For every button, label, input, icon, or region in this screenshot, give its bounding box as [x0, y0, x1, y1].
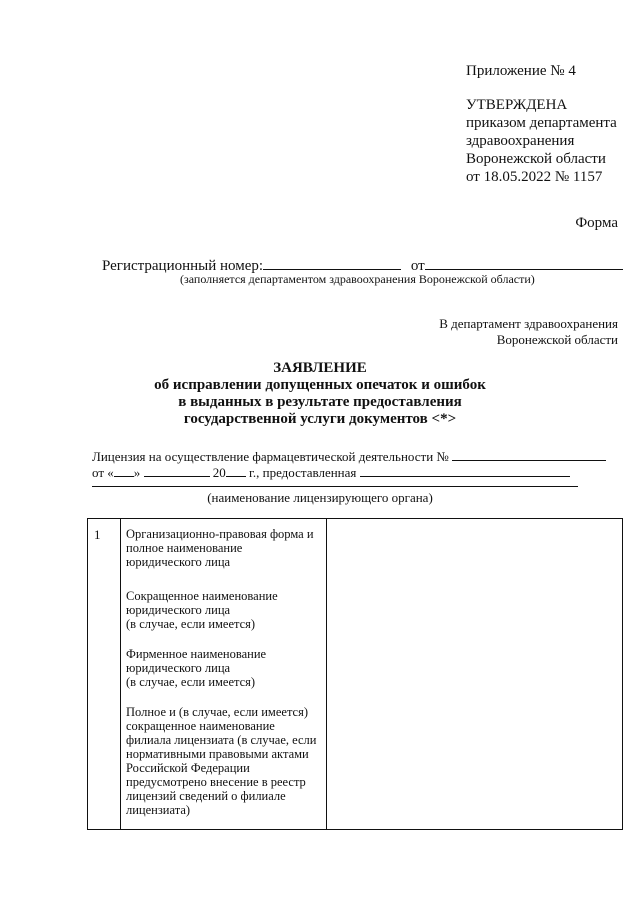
document-title	[0, 360, 640, 428]
field-legal-form-full-name	[126, 527, 325, 569]
license-authority-field[interactable]	[360, 462, 570, 477]
field-line: (в случае, если имеется)	[126, 617, 256, 631]
license-issued-label: г., предоставленная	[249, 465, 357, 480]
license-year-field[interactable]	[226, 462, 246, 477]
license-label: Лицензия на осуществление фармацевтической деятельности №	[92, 449, 449, 464]
field-line: (в случае, если имеется)	[126, 675, 256, 689]
field-line: Российской Федерации	[126, 761, 250, 775]
field-line: юридического лица	[126, 661, 231, 675]
field-line: юридического лица	[126, 603, 231, 617]
field-line: полное наименование	[126, 541, 243, 555]
license-authority-note: (наименование лицензирующего органа)	[207, 490, 433, 505]
field-short-name	[126, 589, 325, 631]
title-line-3: в выданных в результате предоставления	[178, 394, 462, 410]
field-line: нормативными правовыми актами	[126, 747, 309, 761]
registration-label: Регистрационный номер:	[102, 258, 264, 274]
registration-from-label: от	[410, 258, 425, 274]
approval-block	[466, 62, 617, 186]
field-line: филиала лицензиата (в случае, если	[126, 733, 317, 747]
field-line: Организационно-правовая форма и	[126, 527, 314, 541]
license-month-field[interactable]	[144, 462, 210, 477]
field-line: Фирменное наименование	[126, 647, 267, 661]
field-brand-name	[126, 647, 325, 689]
field-line: Сокращенное наименование	[126, 589, 278, 603]
field-line: Полное и (в случае, если имеется)	[126, 705, 309, 719]
field-branch-name	[126, 705, 325, 817]
recipient-line-2: Воронежской области	[496, 332, 618, 347]
registration-date-field[interactable]	[425, 255, 623, 270]
license-line-2	[92, 462, 570, 481]
table-row-number: 1	[94, 527, 101, 542]
license-authority-line[interactable]	[92, 486, 578, 487]
recipient-line-1: В департамент здравоохранения	[439, 316, 618, 331]
field-line: лицензиата)	[126, 803, 191, 817]
registration-number-field[interactable]	[263, 255, 401, 270]
title-line-1: ЗАЯВЛЕНИЕ	[273, 360, 367, 376]
license-year-prefix: 20	[212, 465, 226, 480]
license-from-prefix: от «	[92, 465, 114, 480]
title-line-4: государственной услуги документов <*>	[183, 411, 457, 427]
approved-line-1: приказом департамента	[466, 115, 617, 131]
license-day-field[interactable]	[114, 462, 134, 477]
field-line: сокращенное наименование	[126, 719, 275, 733]
approved-heading: УТВЕРЖДЕНА	[466, 97, 568, 113]
registration-note: (заполняется департаментом здравоохранения Воронежской области)	[180, 272, 535, 286]
license-number-field[interactable]	[452, 446, 606, 461]
appendix-number: Приложение № 4	[466, 63, 576, 79]
table-number-column	[88, 519, 121, 829]
approved-line-2: здравоохранения	[466, 133, 575, 149]
application-table	[87, 518, 623, 830]
field-line: юридического лица	[126, 555, 231, 569]
recipient-block	[439, 316, 618, 348]
form-label: Форма	[575, 215, 618, 231]
license-from-quote: »	[133, 465, 141, 480]
approved-line-3: Воронежской области	[466, 151, 606, 167]
field-line: предусмотрено внесение в реестр	[126, 775, 306, 789]
title-line-2: об исправлении допущенных опечаток и ошибок	[154, 377, 486, 393]
approved-line-4: от 18.05.2022 № 1157	[466, 169, 603, 185]
field-line: лицензий сведений о филиале	[126, 789, 286, 803]
